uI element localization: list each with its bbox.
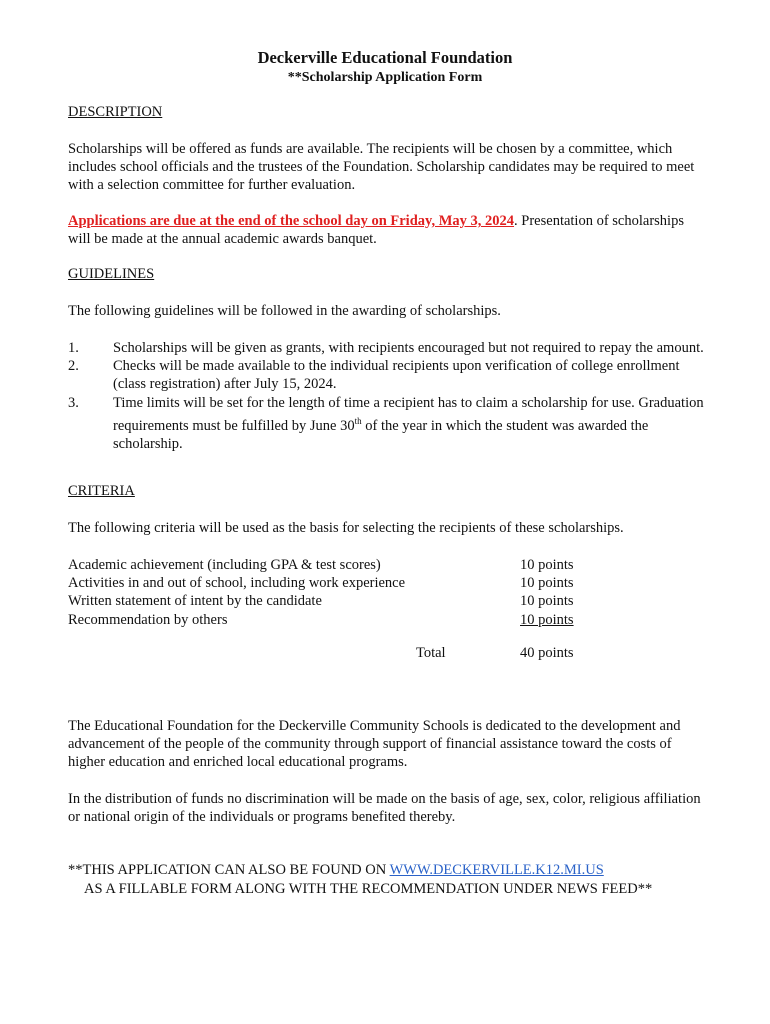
online-notice-line-1 — [68, 861, 728, 880]
online-notice-text: **THIS APPLICATION CAN ALSO BE FOUND ON — [68, 862, 390, 878]
table-row — [68, 611, 588, 629]
presentation-text: . Presentation of scholarships will be made at the annual academic awards banquet. — [68, 213, 684, 248]
foundation-title: Deckerville Educational Foundation — [257, 48, 513, 67]
criterion-label: Written statement of intent by the candidate — [68, 593, 322, 610]
list-item-number: 2. — [68, 358, 79, 375]
description-text: Scholarships will be offered as funds are available. The recipients will be chosen by a committee, which includes school officials and the trustees of the Foundation. Scholarship candidates may be required to meet with a selection committee for further evaluation. — [68, 141, 695, 194]
website-link[interactable]: WWW.DECKERVILLE.K12.MI.US — [389, 862, 604, 878]
guidelines-intro: The following guidelines will be followed in the awarding of scholarships. — [68, 303, 501, 319]
description-heading: DESCRIPTION — [68, 104, 163, 120]
criteria-heading: CRITERIA — [68, 483, 135, 499]
list-item — [68, 394, 708, 453]
form-subtitle: **Scholarship Application Form — [287, 70, 483, 85]
guidelines-list — [68, 339, 708, 453]
criterion-label: Activities in and out of school, including work experience — [68, 575, 406, 592]
guidelines-heading: GUIDELINES — [68, 266, 155, 282]
list-item — [68, 357, 708, 393]
criterion-points: 10 points — [520, 557, 574, 573]
list-item-text: Scholarships will be given as grants, with recipients encouraged but not required to repay the amount. — [113, 340, 704, 356]
list-item-text-part: of the year in which the student was awarded the scholarship. — [113, 417, 649, 452]
mission-statement: The Educational Foundation for the Deckerville Community Schools is dedicated to the development and advancement of the people of the community through support of financial assistance toward the costs of higher education and enriched local educational programs. — [68, 718, 681, 771]
total-points: 40 points — [520, 645, 574, 661]
list-item — [68, 339, 708, 357]
criterion-label: Recommendation by others — [68, 611, 228, 628]
nondiscrimination-statement: In the distribution of funds no discrimination will be made on the basis of age, sex, color, religious affiliation or national origin of the individuals or programs benefited thereby. — [68, 791, 701, 826]
list-item-number: 1. — [68, 340, 79, 356]
criterion-points: 10 points — [520, 575, 574, 592]
criterion-label: Academic achievement (including GPA & test scores) — [68, 557, 381, 573]
list-item-text: Checks will be made available to the individual recipients upon verification of college enrollment (class registration) after July 15, 2024. — [113, 358, 680, 393]
table-row — [68, 574, 588, 592]
criterion-points: 10 points — [520, 611, 574, 628]
table-row — [68, 556, 588, 574]
list-item-number: 3. — [68, 394, 79, 411]
list-item-text — [113, 395, 704, 452]
criterion-points: 10 points — [520, 593, 574, 610]
total-label: Total — [416, 645, 446, 661]
list-item-text-part: Time limits will be set for the length of time a recipient has to claim a scholarship for use. Graduation requirements must be fulfilled by June 30 — [113, 394, 704, 434]
criteria-table — [68, 556, 588, 629]
online-notice-line-2: AS A FILLABLE FORM ALONG WITH THE RECOMMENDATION UNDER NEWS FEED** — [84, 881, 653, 897]
ordinal-suffix: th — [354, 415, 362, 426]
due-date-notice: Applications are due at the end of the school day on Friday, May 3, 2024 — [68, 213, 515, 229]
online-notice — [68, 861, 728, 899]
criteria-total-row — [0, 645, 770, 663]
table-row — [68, 592, 588, 610]
criteria-intro: The following criteria will be used as the basis for selecting the recipients of these scholarships. — [68, 520, 624, 536]
due-date-paragraph — [68, 212, 698, 248]
